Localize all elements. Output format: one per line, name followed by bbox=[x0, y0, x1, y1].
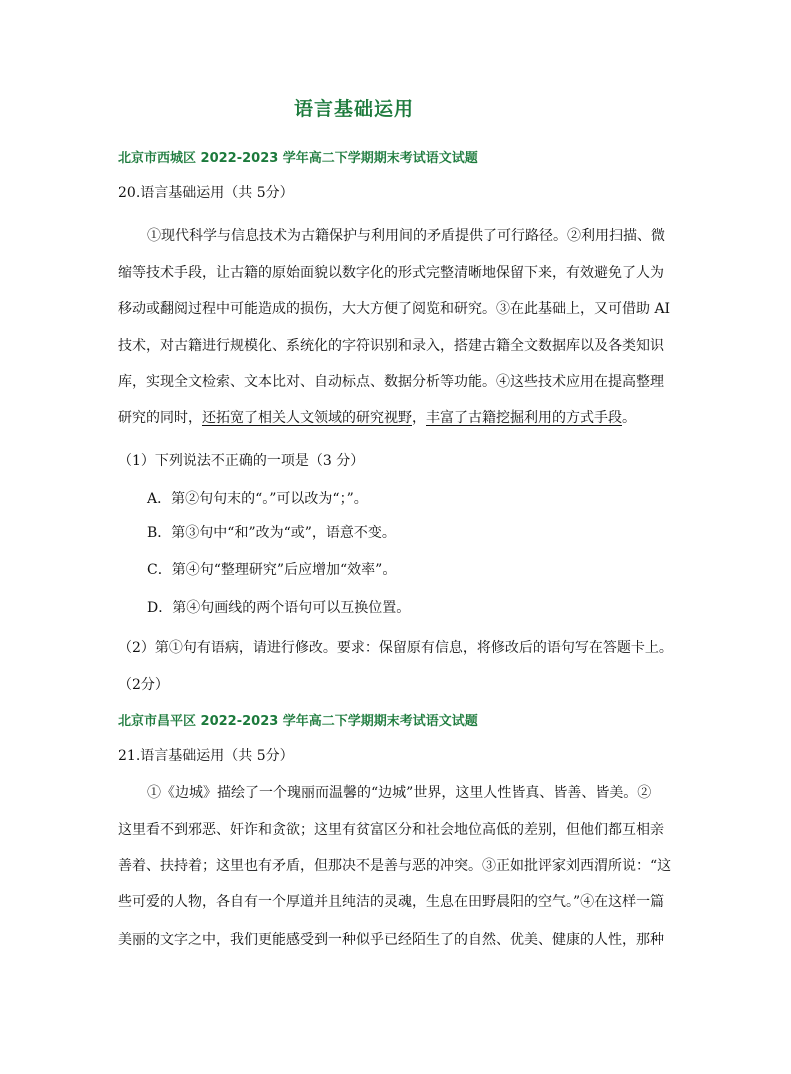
sub-question-2-score: （2分） bbox=[118, 677, 169, 693]
passage-line: 缩等技术手段，让古籍的原始面貌以数字化的形式完整清晰地保留下来，有效避免了人为 bbox=[118, 265, 664, 281]
passage-line: 美丽的文字之中，我们更能感受到一种似乎已经陌生了的自然、优美、健康的人性，那种 bbox=[118, 932, 664, 948]
option-b: B．第③句中“和”改为“或”，语意不变。 bbox=[147, 525, 396, 541]
passage-text: 。 bbox=[622, 410, 636, 426]
underlined-phrase-1: 还拓宽了相关人文领域的研究视野 bbox=[202, 410, 412, 426]
passage-line: 善着、扶持着；这里也有矛盾，但那决不是善与恶的冲突。③正如批评家刘西渭所说：“这 bbox=[118, 858, 672, 874]
option-a: A．第②句句末的“。”可以改为“；”。 bbox=[147, 491, 368, 507]
question-20-header: 20.语言基础运用（共 5分） bbox=[118, 185, 294, 201]
passage-text: ， bbox=[412, 410, 426, 426]
page-title: 语言基础运用 bbox=[293, 98, 414, 120]
passage-line: ①现代科学与信息技术为古籍保护与利用间的矛盾提供了可行路径。②利用扫描、微 bbox=[147, 228, 665, 244]
passage-line: 库，实现全文检索、文本比对、自动标点、数据分析等功能。④这些技术应用在提高整理 bbox=[118, 374, 664, 390]
sub-question-2: （2）第①句有语病，请进行修改。要求：保留原有信息，将修改后的语句写在答题卡上。 bbox=[118, 640, 673, 656]
passage-line: 些可爱的人物，各自有一个厚道并且纯洁的灵魂，生息在田野晨阳的空气。”④在这样一篇 bbox=[118, 894, 665, 910]
option-d: D．第④句画线的两个语句可以互换位置。 bbox=[147, 600, 411, 616]
question-21-header: 21.语言基础运用（共 5分） bbox=[118, 748, 294, 764]
passage-line: 移动或翻阅过程中可能造成的损伤，大大方便了阅览和研究。③在此基础上，又可借助 AI bbox=[118, 301, 671, 317]
passage-line: 这里看不到邪恶、奸诈和贪欲；这里有贫富区分和社会地位高低的差别，但他们都互相亲 bbox=[118, 822, 664, 838]
passage-line-underlined bbox=[118, 407, 636, 427]
passage-line: ①《边城》描绘了一个瑰丽而温馨的“边城”世界，这里人性皆真、皆善、皆美。② bbox=[147, 785, 652, 801]
underlined-phrase-2: 丰富了古籍挖掘利用的方式手段 bbox=[426, 410, 622, 426]
sub-question-1: （1）下列说法不正确的一项是（3 分） bbox=[118, 453, 365, 469]
option-c: C．第④句“整理研究”后应增加“效率”。 bbox=[147, 562, 397, 578]
passage-text: 研究的同时， bbox=[118, 410, 202, 426]
exam-source-xicheng: 北京市西城区 2022-2023 学年高二下学期期末考试语文试题 bbox=[118, 151, 478, 166]
passage-line: 技术，对古籍进行规模化、系统化的字符识别和录入，搭建古籍全文数据库以及各类知识 bbox=[118, 338, 664, 354]
exam-source-changping: 北京市昌平区 2022-2023 学年高二下学期期末考试语文试题 bbox=[118, 714, 478, 729]
